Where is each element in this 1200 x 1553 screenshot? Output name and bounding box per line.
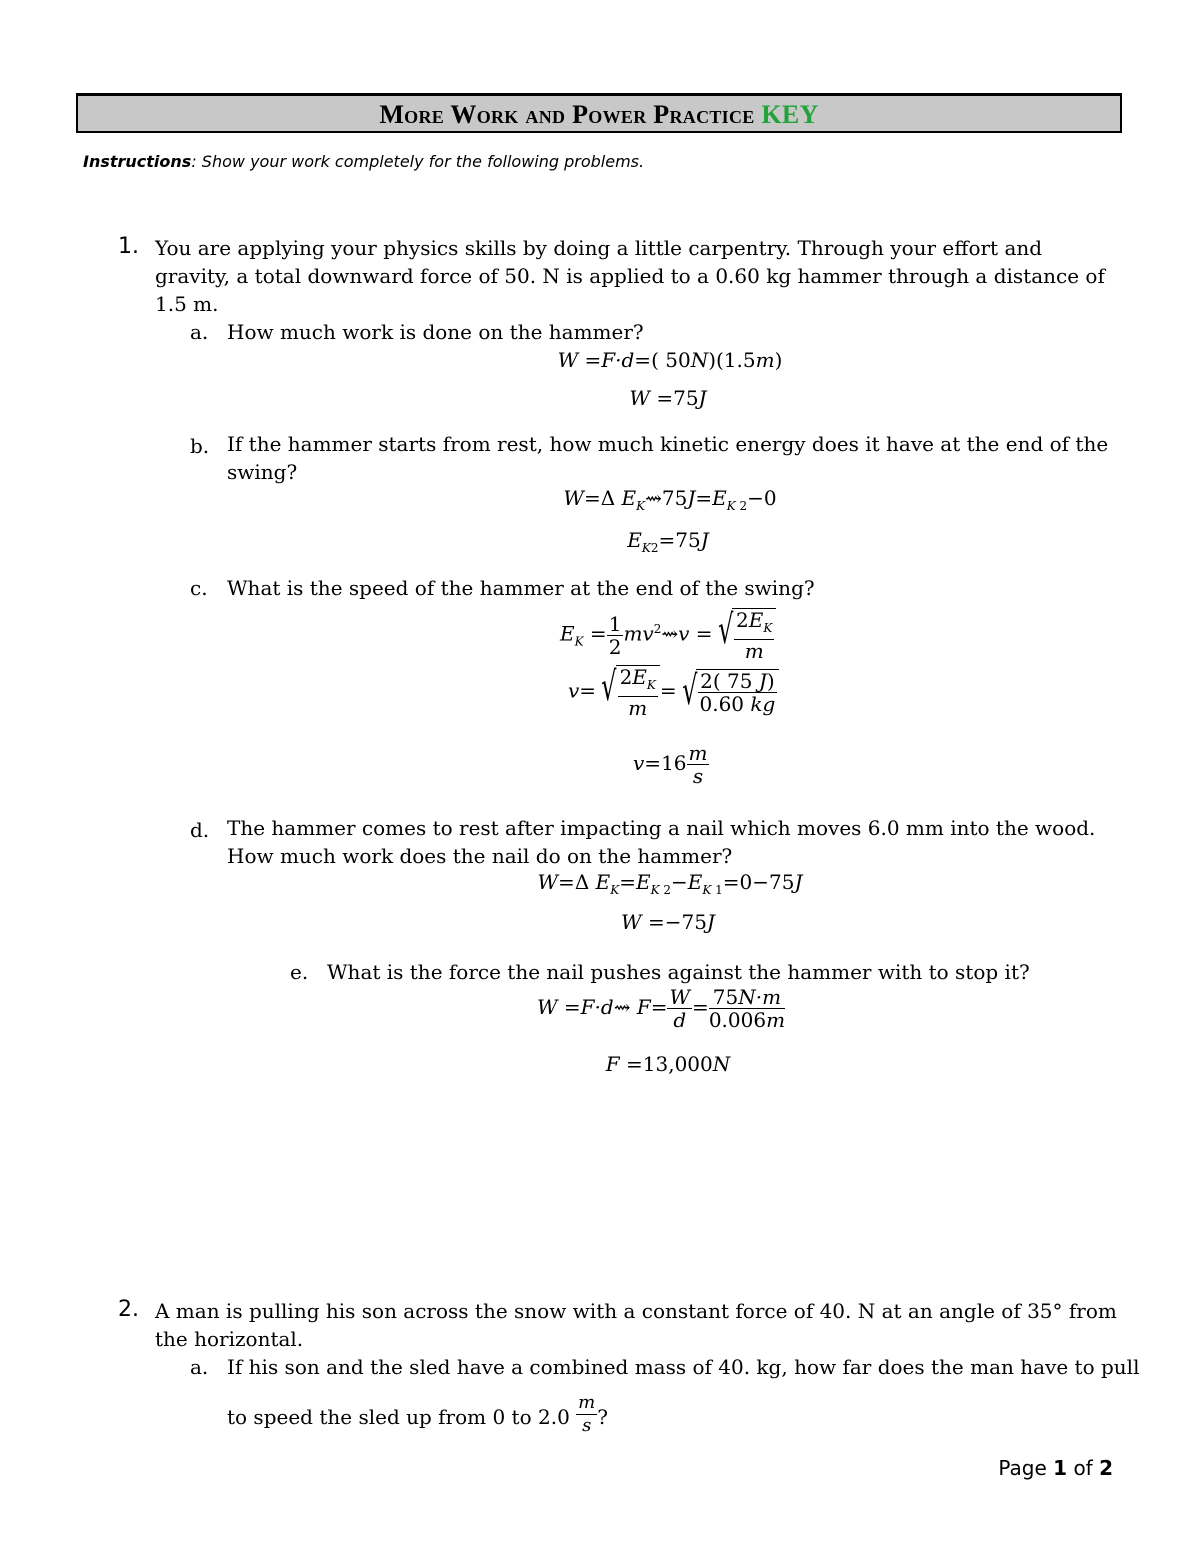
- question-2-text: [155, 1297, 1117, 1353]
- part-a-label: a.: [190, 320, 209, 344]
- equation: W =F·d⇝ F= $\frac{W}{d}$ = $\frac{75N\cdot m}{0.006m}$: [537, 985, 786, 1032]
- page-title: [76, 93, 1122, 133]
- instructions-label: Instructions: [83, 152, 192, 171]
- part-c-text: What is the speed of the hammer at the end of the swing?: [227, 576, 815, 600]
- part-b-line: swing?: [227, 460, 298, 484]
- q2-part-a-line1: If his son and the sled have a combined mass of 40. kg, how far does the man have to pull: [227, 1355, 1140, 1379]
- title-text: More Work and Power Practice: [379, 100, 755, 129]
- page-total: 2: [1099, 1456, 1113, 1480]
- question-1-line: You are applying your physics skills by doing a little carpentry. Through your effort and: [155, 236, 1043, 260]
- question-1-line: 1.5 m.: [155, 292, 219, 316]
- part-a-text: How much work is done on the hammer?: [227, 320, 644, 344]
- part-d-text: [227, 814, 1095, 870]
- unit-fraction: $\frac{m}{s}$: [578, 1392, 596, 1436]
- part-b-label: b.: [190, 434, 210, 458]
- part-b-text: [227, 430, 1108, 486]
- equation: W =−75J: [621, 910, 715, 934]
- q2-part-a-line2-text: to speed the sled up from 0 to 2.0: [227, 1405, 570, 1429]
- instructions: [83, 152, 644, 171]
- part-d-line: How much work does the nail do on the hammer?: [227, 844, 733, 868]
- part-d-line: The hammer comes to rest after impacting a nail which moves 6.0 mm into the wood.: [227, 816, 1096, 840]
- equation: $E_K$ = $\frac{1}{2}$ $mv^2⇝v$ = √ $\frac{2E_K}{m}$: [560, 608, 776, 662]
- page-current: 1: [1053, 1456, 1068, 1480]
- instructions-text: : Show your work completely for the following problems.: [191, 152, 645, 171]
- part-d-label: d.: [190, 818, 210, 842]
- page-of: of: [1073, 1456, 1093, 1480]
- part-e-text: What is the force the nail pushes against the hammer with to stop it?: [327, 960, 1030, 984]
- part-b-line: If the hammer starts from rest, how much kinetic energy does it have at the end of the: [227, 432, 1109, 456]
- question-2-line: the horizontal.: [155, 1327, 304, 1351]
- equation: W =F·d=( 50N)(1.5m): [557, 348, 783, 372]
- q2-part-a-label: a.: [190, 1355, 209, 1379]
- q2-part-a-line2: to speed the sled up from 0 to 2.0 $\frac{m}{s}$ ?: [227, 1392, 608, 1436]
- title-key: KEY: [761, 100, 819, 129]
- equation: v=16 $\frac{m}{s}$: [633, 741, 708, 788]
- equation: F =13,000N: [605, 1052, 731, 1076]
- equation: $E_{K2}=75J$: [627, 528, 709, 555]
- part-e-label: e.: [290, 960, 309, 984]
- question-1-text: [155, 234, 1105, 318]
- equation: v= √ $\frac{2E_K}{m}$ = √ $\frac{2( 75 J)}{0.60 kg}$: [568, 665, 779, 719]
- page-label: Page: [998, 1456, 1047, 1480]
- equation: W=Δ $E_K⇝75J=E_{K 2}-0$: [563, 486, 777, 513]
- equation: W=Δ $E_K=E_{K 2}-E_{K 1}=0-75J$: [537, 870, 803, 897]
- part-c-label: c.: [190, 576, 208, 600]
- page-number: [998, 1456, 1113, 1480]
- question-1-line: gravity, a total downward force of 50. N is applied to a 0.60 kg hammer through a distance of: [155, 264, 1105, 288]
- equation: W =75J: [629, 386, 707, 410]
- question-1-number: 1.: [118, 234, 139, 259]
- question-2-line: A man is pulling his son across the snow with a constant force of 40. N at an angle of 35° from: [155, 1299, 1117, 1323]
- question-2-number: 2.: [118, 1297, 139, 1322]
